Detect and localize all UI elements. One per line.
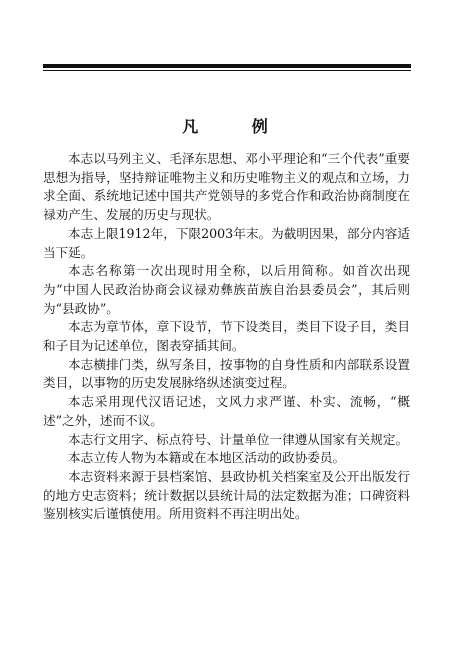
paragraph-naming: 本志名称第一次出现时用全称，以后用简称。如首次出现为“中国人民政治协商会议禄劝彝族苗族自治县委员会”，其后则为“县政协”。 bbox=[43, 263, 410, 316]
body-text bbox=[43, 150, 410, 524]
paragraph-sources: 本志资料来源于县档案馆、县政协机关档案室及公开出版发行的地方史志资料；统计数据以县统计局的法定数据为准；口碑资料鉴别核实后谨慎使用。所用资料不再注明出处。 bbox=[43, 468, 410, 522]
paragraph-time-limits: 本志上限1912年，下限2003年末。为截明因果，部分内容适当下延。 bbox=[43, 225, 410, 260]
paragraph-structure: 本志为章节体，章下设节，节下设类目，类目下设子目，类目和子目为记述单位，图表穿插其间。 bbox=[43, 319, 410, 354]
paragraph-biographies: 本志立传人物为本籍或在本地区活动的政协委员。 bbox=[68, 450, 346, 466]
paragraph-categories: 本志横排门类，纵写条目，按事物的自身性质和内部联系设置类目，以事物的历史发展脉络纵述演变过程。 bbox=[43, 356, 410, 391]
page-title: 凡 例 bbox=[182, 117, 292, 136]
paragraph-guiding-principles: 本志以马列主义、毛泽东思想、邓小平理论和“三个代表”重要思想为指导，坚持辩证唯物主义和历史唯物主义的观点和立场，力求全面、系统地记述中国共产党领导的多党合作和政治协商制度在禄劝产生、发展的历史与现状。 bbox=[43, 151, 410, 223]
paragraph-standards: 本志行文用字、标点符号、计量单位一律遵从国家有关规定。 bbox=[68, 431, 409, 447]
header-rule-thin bbox=[43, 70, 411, 71]
paragraph-language-style: 本志采用现代汉语记述，文风力求严谨、朴实、流畅，“概述”之外，述而不议。 bbox=[43, 394, 410, 428]
header-rule-thick bbox=[43, 64, 411, 68]
